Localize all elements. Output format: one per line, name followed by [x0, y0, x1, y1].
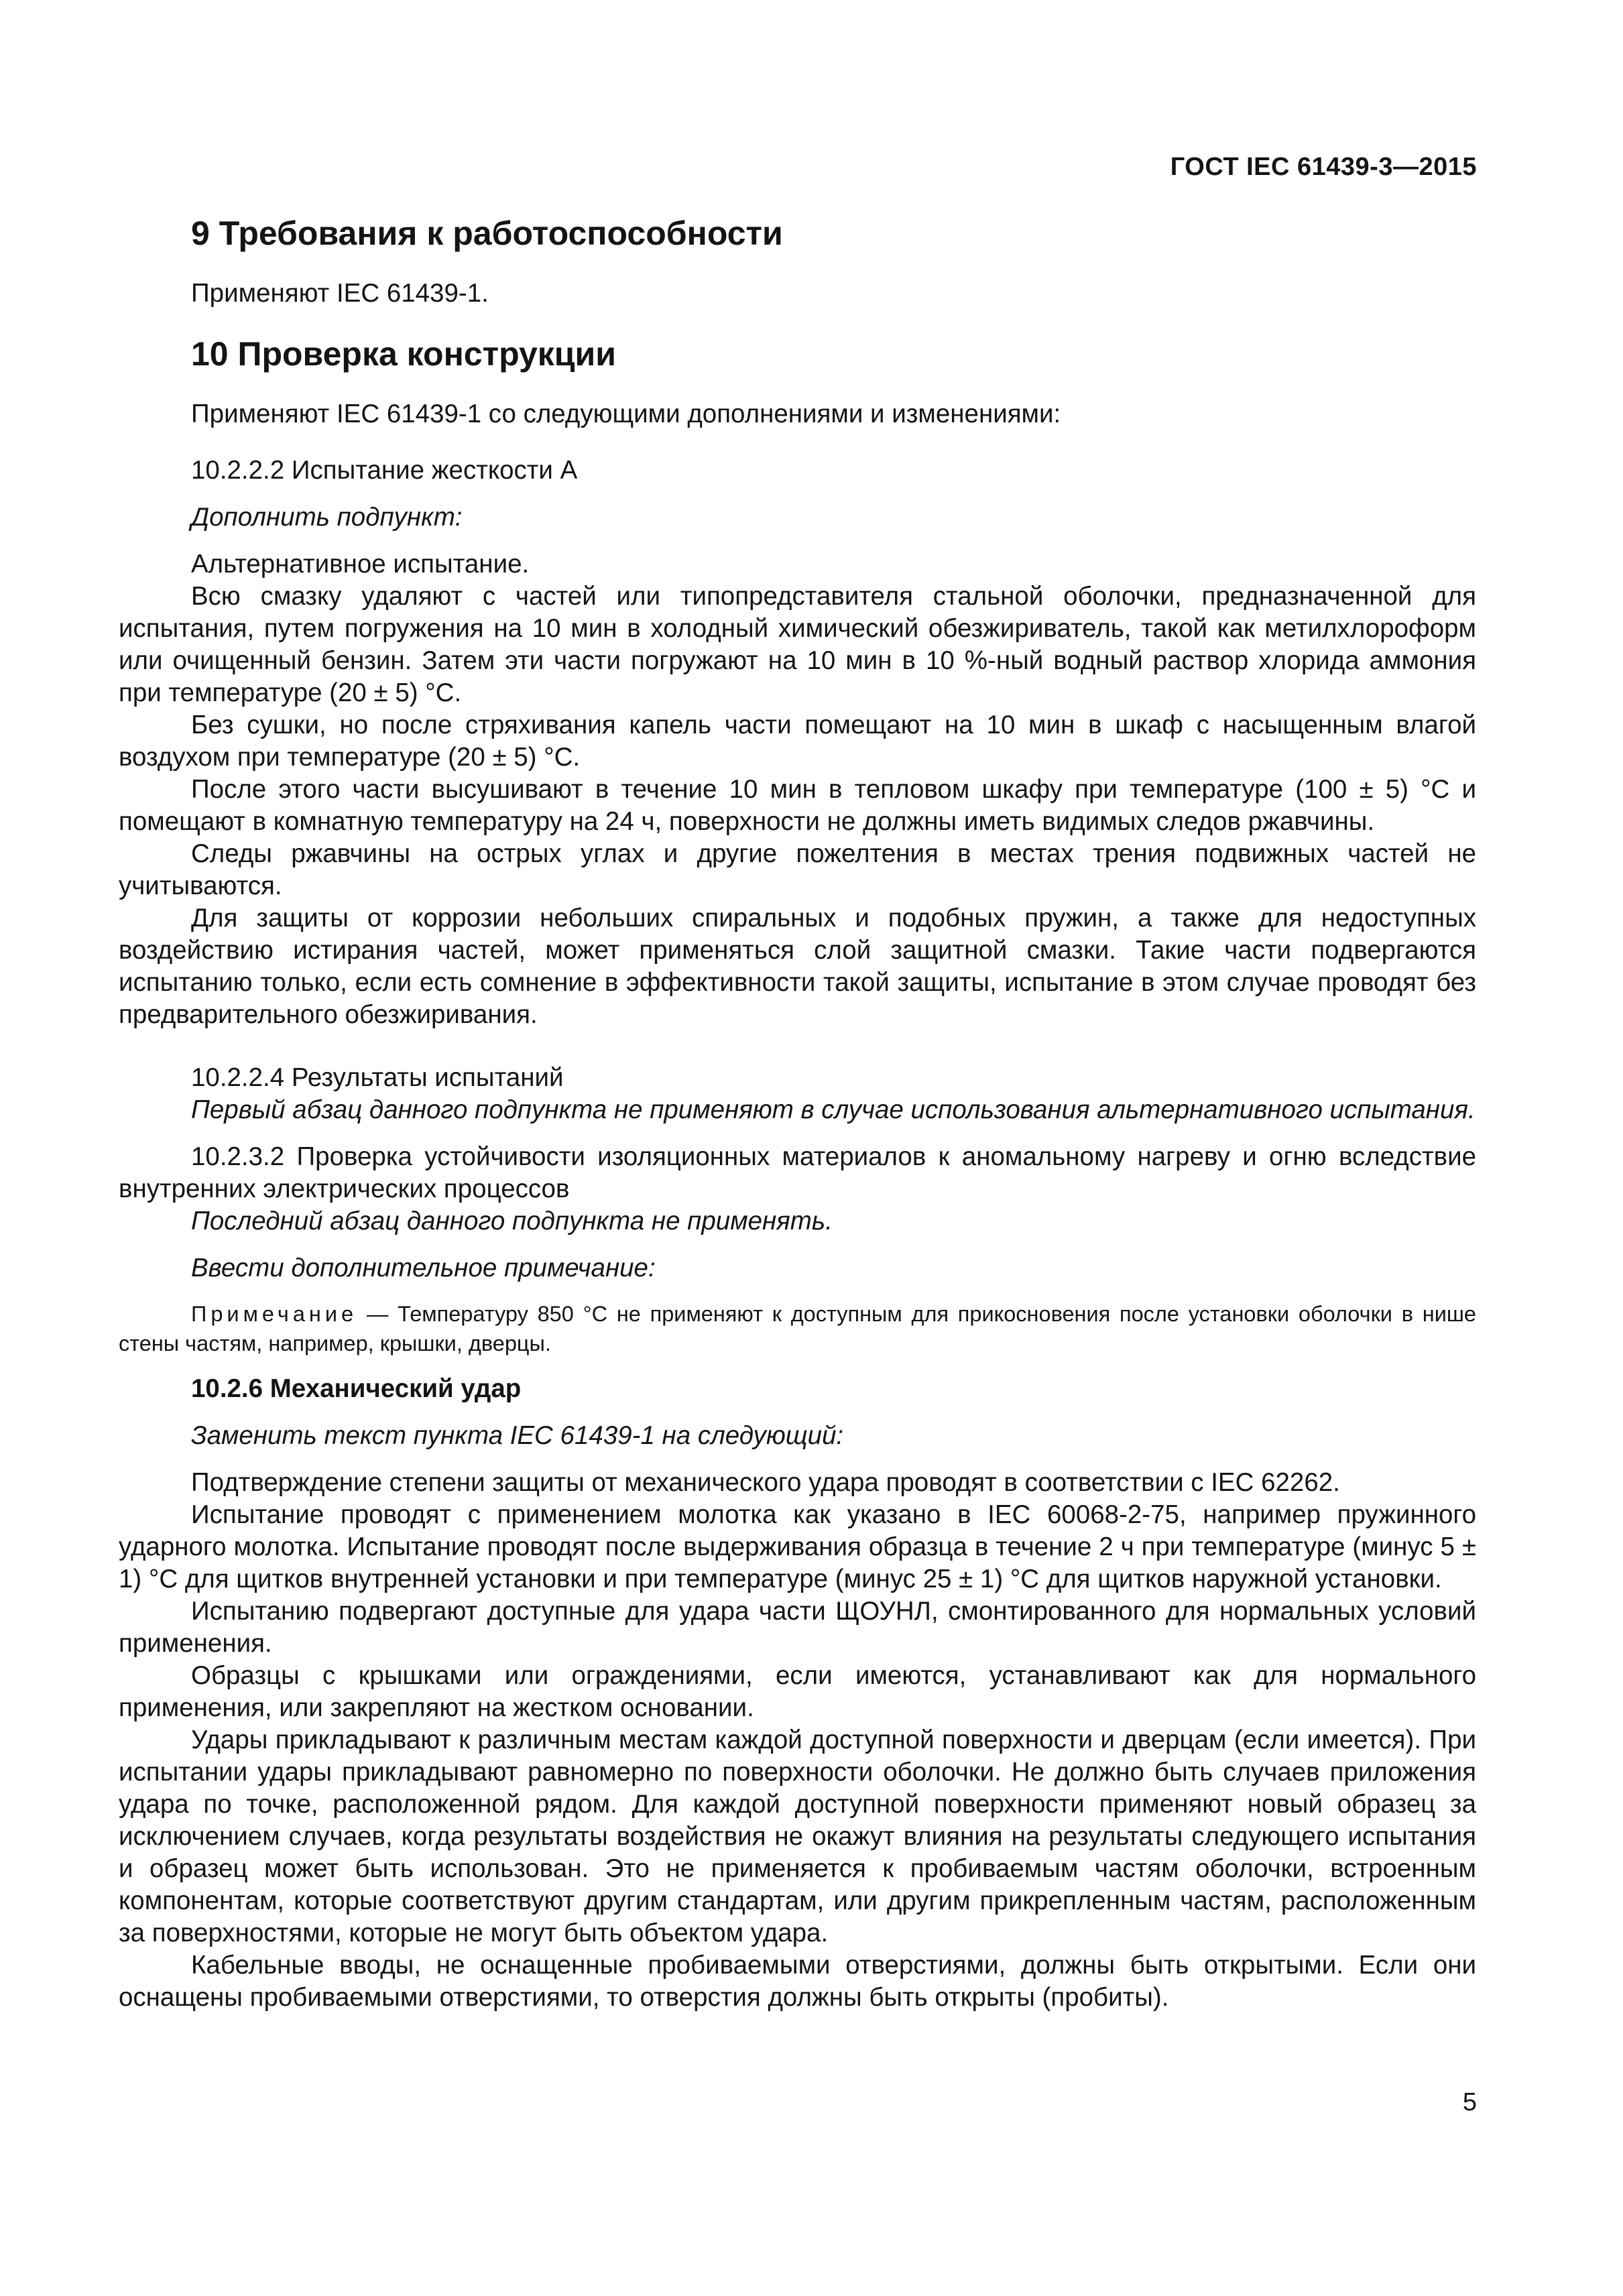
clause-1026-para: Удары прикладывают к различным местам каждой доступной поверхности и дверцам (если имеется). При испытании удары прикладывают равномерно по поверхности оболочки. Не должно быть случаев приложения удара по точке, расположенной рядом. Для каждой доступной поверхности применяют новый образец за исключением случаев, когда результаты воздействия не окажут влияния на результаты следующего испытания и образец может быть использован. Это не применяется к пробиваемым частям оболочки, встроенным компонентам, которые соответствуют другим стандартам, или другим прикрепленным частям, расположенным за поверхностями, которые не могут быть объектом удара.	[119, 1726, 1476, 1947]
section-10-intro: Применяют IEC 61439-1 со следующими дополнениями и изменениями:	[191, 400, 1061, 428]
clause-10222-para: Следы ржавчины на острых углах и другие пожелтения в местах трения подвижных частей не учитываются.	[119, 839, 1476, 900]
clause-10222-instruction: Дополнить подпункт:	[191, 503, 463, 532]
document-body	[119, 213, 1476, 2014]
clause-10232-instruction-2: Ввести дополнительное примечание:	[191, 1254, 656, 1282]
clause-1026-para: Испытанию подвергают доступные для удара части ЩОУНЛ, смонтированного для нормальных условий применения.	[119, 1597, 1476, 1658]
clause-1026-para: Испытание проводят с применением молотка как указано в IEC 60068-2-75, например пружинного ударного молотка. Испытание проводят после выдерживания образца в течение 2 ч при температуре (минус 5 ± 1) °С для щитков внутренней установки и при температуре (минус 25 ± 1) °С для щитков наружной установки.	[119, 1500, 1476, 1593]
clause-1026-instruction: Заменить текст пункта IEC 61439-1 на следующий:	[191, 1421, 844, 1450]
clause-1026-para: Подтверждение степени защиты от механического удара проводят в соответствии с IEC 62262.	[191, 1468, 1340, 1497]
clause-10222-para: Без сушки, но после стряхивания капель части помещают на 10 мин в шкаф с насыщенным влагой воздухом при температуре (20 ± 5) °С.	[119, 711, 1476, 772]
clause-10232-instruction-1: Последний абзац данного подпункта не применять.	[191, 1207, 833, 1235]
clause-10224-heading: 10.2.2.4 Результаты испытаний	[191, 1063, 564, 1092]
clause-10224-instruction: Первый абзац данного подпункта не применяют в случае использования альтернативного испытания.	[191, 1095, 1476, 1124]
clause-10222-para: Всю смазку удаляют с частей или типопредставителя стальной оболочки, предназначенной для испытания, путем погружения на 10 мин в холодный химический обезжириватель, такой как метилхлороформ или очищенный бензин. Затем эти части погружают на 10 мин в 10 %-ный водный раствор хлорида аммония при температуре (20 ± 5) °С.	[119, 582, 1476, 707]
clause-1026-para: Образцы с крышками или ограждениями, если имеются, устанавливают как для нормального применения, или закрепляют на жестком основании.	[119, 1661, 1476, 1722]
clause-10222-para: После этого части высушивают в течение 10 мин в тепловом шкафу при температуре (100 ± 5) °С и помещают в комнатную температуру на 24 ч, поверхности не должны иметь видимых следов ржавчины.	[119, 775, 1476, 836]
clause-10232-note	[119, 1299, 1476, 1358]
clause-1026-heading: 10.2.6 Механический удар	[191, 1374, 522, 1403]
section-9-text: Применяют IEC 61439-1.	[191, 279, 489, 308]
clause-10232-heading: 10.2.3.2 Проверка устойчивости изоляционных материалов к аномальному нагреву и огню вследствие внутренних электрических процессов	[119, 1142, 1476, 1203]
section-10-title: 10 Проверка конструкции	[191, 335, 617, 373]
section-9-title: 9 Требования к работоспособности	[191, 215, 783, 252]
document-header: ГОСТ IEC 61439-3—2015	[1170, 153, 1477, 181]
clause-10222-para: Для защиты от коррозии небольших спиральных и подобных пружин, а также для недоступных воздействию истирания частей, может применяться слой защитной смазки. Такие части подвергаются испытанию только, если есть сомнение в эффективности такой защиты, испытание в этом случае проводят без предварительного обезжиривания.	[119, 904, 1476, 1029]
clause-10222-lead: Альтернативное испытание.	[191, 550, 530, 579]
clause-10222-heading: 10.2.2.2 Испытание жесткости А	[191, 456, 578, 485]
page-number: 5	[1462, 2088, 1477, 2116]
note-label: Примечание	[191, 1302, 358, 1326]
note-text: — Температуру 850 °С не применяют к доступным для прикосновения после установки оболочки в нише стены частям, например, крышки, дверцы.	[119, 1302, 1477, 1355]
clause-1026-para: Кабельные вводы, не оснащенные пробиваемыми отверстиями, должны быть открытыми. Если они оснащены пробиваемыми отверстиями, то отверстия должны быть открыты (пробиты).	[119, 1951, 1476, 2012]
